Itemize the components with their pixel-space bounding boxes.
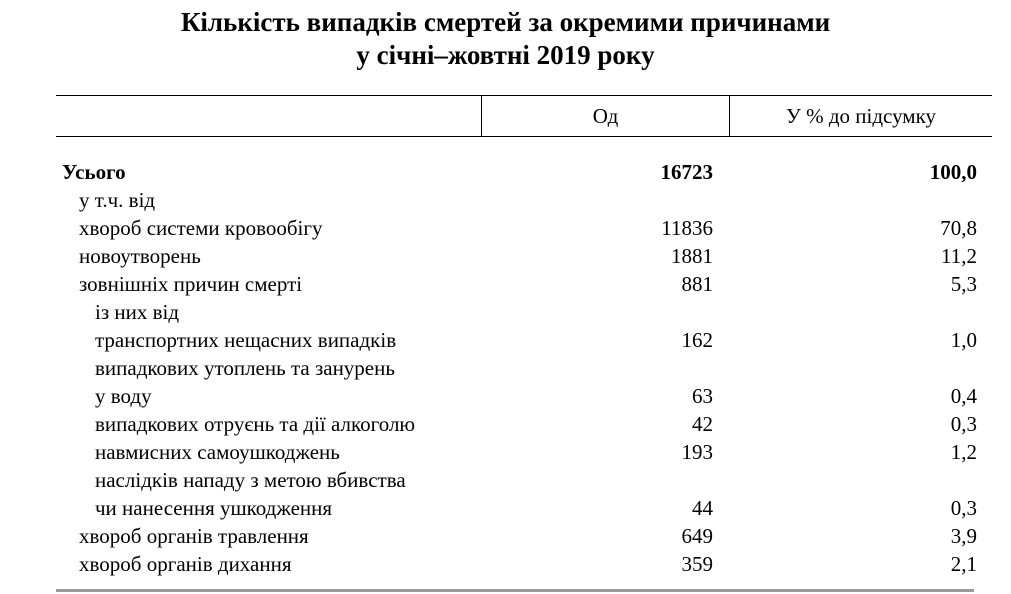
row-count: 881 xyxy=(681,272,713,296)
row-label: новоутворень xyxy=(79,244,201,268)
row-percent: 100,0 xyxy=(929,160,977,184)
table-row xyxy=(0,438,1011,466)
table-row xyxy=(0,550,1011,578)
row-label: навмисних самоушкоджень xyxy=(95,440,340,464)
row-count: 193 xyxy=(681,440,713,464)
title-line-2: у січні–жовтні 2019 року xyxy=(356,40,655,70)
table-row xyxy=(0,158,1011,186)
row-label: у воду xyxy=(95,384,152,408)
row-count: 1881 xyxy=(671,244,713,268)
table-row xyxy=(0,522,1011,550)
table-row xyxy=(0,214,1011,242)
page-title xyxy=(0,6,1011,72)
header-percent: У % до підсумку xyxy=(785,104,936,128)
row-label: випадкових утоплень та занурень xyxy=(95,356,395,380)
table-row xyxy=(0,298,1011,326)
row-label: випадкових отруєнь та дії алкоголю xyxy=(95,412,416,436)
row-count: 44 xyxy=(692,496,713,520)
row-count: 649 xyxy=(681,524,713,548)
row-count: 11836 xyxy=(661,216,713,240)
row-label: хвороб системи кровообігу xyxy=(79,216,323,240)
row-percent: 1,2 xyxy=(950,440,977,464)
table-row xyxy=(0,242,1011,270)
row-count: 63 xyxy=(692,384,713,408)
row-percent: 0,3 xyxy=(950,412,977,436)
row-count: 162 xyxy=(681,328,713,352)
row-label: транспортних нещасних випадків xyxy=(95,328,397,352)
row-percent: 0,4 xyxy=(950,384,977,408)
row-percent: 0,3 xyxy=(950,496,977,520)
row-label: хвороб органів дихання xyxy=(79,552,292,576)
row-percent: 2,1 xyxy=(950,552,977,576)
title-line-1: Кількість випадків смертей за окремими причинами xyxy=(180,7,831,37)
table-row xyxy=(0,382,1011,410)
row-percent: 5,3 xyxy=(950,272,977,296)
row-label: у т.ч. від xyxy=(79,188,156,212)
row-percent: 11,2 xyxy=(941,244,977,268)
row-percent: 1,0 xyxy=(950,328,977,352)
row-count: 16723 xyxy=(660,160,713,184)
row-label: зовнішніх причин смерті xyxy=(79,272,303,296)
table-row xyxy=(0,410,1011,438)
row-count: 42 xyxy=(692,412,713,436)
table-row xyxy=(0,354,1011,382)
table-row xyxy=(0,494,1011,522)
row-label: хвороб органів травлення xyxy=(79,524,309,548)
table-row xyxy=(0,466,1011,494)
table-row xyxy=(0,186,1011,214)
row-label: наслідків нападу з метою вбивства xyxy=(95,468,406,492)
table-row xyxy=(0,270,1011,298)
row-label: чи нанесення ушкодження xyxy=(95,496,333,520)
row-count: 359 xyxy=(681,552,713,576)
row-percent: 3,9 xyxy=(950,524,977,548)
row-label: Усього xyxy=(62,160,126,184)
table-row xyxy=(0,326,1011,354)
header-bottom-rule xyxy=(56,136,992,137)
table-bottom-rule xyxy=(56,589,974,592)
row-label: із них від xyxy=(95,300,180,324)
row-percent: 70,8 xyxy=(940,216,977,240)
header-count: Од xyxy=(592,104,619,128)
